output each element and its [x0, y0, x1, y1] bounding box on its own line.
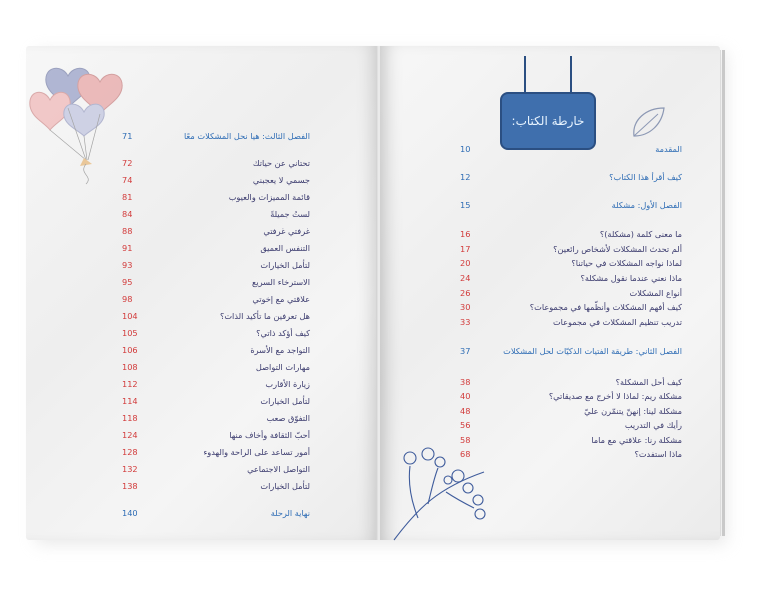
toc-entry-title: ماذا استفدت؟	[634, 449, 682, 459]
toc-entry-title: مشكلة رنا: علاقتي مع ماما	[591, 435, 682, 445]
toc-entry-title: رأيك في التدريب	[624, 420, 682, 430]
toc-entry-page-number: 124	[122, 430, 138, 440]
toc-entry-page-number: 48	[460, 406, 471, 416]
toc-entry	[122, 243, 310, 259]
toc-entry-title: التواجد مع الأسرة	[250, 345, 310, 355]
toc-entry-page-number: 114	[122, 396, 138, 406]
toc-entry-page-number: 112	[122, 379, 138, 389]
toc-entry-title: مشكلة لينا: إنهنّ يتنمّرن عليّ	[584, 406, 682, 416]
toc-entry	[460, 144, 682, 160]
toc-entry-page-number: 56	[460, 420, 471, 430]
toc-entry	[122, 464, 310, 480]
toc-entry-page-number: 72	[122, 158, 133, 168]
toc-entry-title: كيف أؤكد ذاتي؟	[256, 328, 310, 338]
toc-entry-page-number: 104	[122, 311, 138, 321]
toc-entry-page-number: 98	[122, 294, 133, 304]
toc-entry-title: التواصل الاجتماعي	[247, 464, 310, 474]
toc-entry-title: التفوّق صعب	[266, 413, 310, 423]
toc-entry-title: كيف أفهم المشكلات وأنظّمها في مجموعات؟	[529, 302, 682, 312]
toc-entry-page-number: 74	[122, 175, 133, 185]
toc-entry	[122, 131, 310, 147]
toc-entry-title: أمور تساعد على الراحة والهدوء	[203, 447, 310, 457]
toc-entry-page-number: 16	[460, 229, 471, 239]
toc-entry-page-number: 88	[122, 226, 133, 236]
toc-entry	[460, 273, 682, 289]
toc-entry-title: جسمي لا يعجبني	[252, 175, 310, 185]
toc-entry-page-number: 68	[460, 449, 471, 459]
toc-entry-title: قائمة المميزات والعيوب	[228, 192, 310, 202]
toc-entry-title: أنواع المشكلات	[629, 288, 682, 298]
toc-entry	[122, 413, 310, 429]
toc-entry-page-number: 71	[122, 131, 133, 141]
toc-entry	[460, 391, 682, 407]
toc-entry-page-number: 132	[122, 464, 138, 474]
toc-entry-title: مهارات التواصل	[255, 362, 310, 372]
book-map-sign	[500, 92, 596, 150]
toc-entry-title: ألم تحدث المشكلات لأشخاص رائعين؟	[553, 244, 682, 254]
sign-title: خارطة الكتاب:	[511, 114, 585, 128]
toc-entry-page-number: 38	[460, 377, 471, 387]
toc-entry-title: لتأمل الخيارات	[260, 260, 310, 270]
toc-entry	[122, 508, 310, 524]
toc-entry	[460, 258, 682, 274]
toc-entry-page-number: 81	[122, 192, 133, 202]
toc-entry	[460, 317, 682, 333]
toc-entry-page-number: 140	[122, 508, 138, 518]
toc-entry-title: لتأمل الخيارات	[260, 481, 310, 491]
toc-entry	[460, 346, 682, 362]
toc-entry-title: تحتاني عن حياتك	[252, 158, 310, 168]
toc-entry	[122, 430, 310, 446]
toc-entry-title: تدريب تنظيم المشكلات في مجموعات	[552, 317, 682, 327]
toc-entry	[460, 302, 682, 318]
toc-entry-title: كيف أقرأ هذا الكتاب؟	[609, 172, 682, 182]
toc-entry-page-number: 24	[460, 273, 471, 283]
toc-entry-title: لتأمل الخيارات	[260, 396, 310, 406]
toc-entry-page-number: 118	[122, 413, 138, 423]
toc-entry-title: ما معنى كلمة (مشكلة)؟	[599, 229, 682, 239]
toc-entry	[122, 260, 310, 276]
toc-entry-title: لستُ جميلةً	[270, 209, 310, 219]
toc-entry-page-number: 26	[460, 288, 471, 298]
toc-entry-page-number: 40	[460, 391, 471, 401]
toc-entry-page-number: 84	[122, 209, 133, 219]
toc-entry-page-number: 17	[460, 244, 471, 254]
leaf-icon	[628, 104, 668, 140]
toc-entry	[122, 226, 310, 242]
toc-entry-title: الفصل الأول: مشكلة	[611, 200, 682, 210]
toc-entry-title: نهاية الرحلة	[270, 508, 310, 518]
toc-entry-page-number: 58	[460, 435, 471, 445]
toc-entry-page-number: 105	[122, 328, 138, 338]
toc-entry-title: أحبّ الثقافة وأخاف منها	[229, 430, 310, 440]
toc-entry-page-number: 108	[122, 362, 138, 372]
toc-entry-page-number: 15	[460, 200, 471, 210]
toc-entry-title: التنفس العميق	[260, 243, 310, 253]
toc-entry-page-number: 128	[122, 447, 138, 457]
toc-entry	[460, 172, 682, 188]
toc-entry-title: غرفتي غرفتي	[263, 226, 310, 236]
toc-entry-page-number: 95	[122, 277, 133, 287]
toc-entry	[460, 229, 682, 245]
toc-entry	[460, 200, 682, 216]
toc-entry-page-number: 20	[460, 258, 471, 268]
toc-entry	[122, 345, 310, 361]
toc-entry-title: الفصل الثاني: طريقة الفتيات الذكيّات لحل المشكلات	[503, 346, 682, 356]
toc-entry-title: لماذا نواجه المشكلات في حياتنا؟	[571, 258, 682, 268]
toc-entry	[122, 277, 310, 293]
toc-entry-page-number: 138	[122, 481, 138, 491]
toc-entry	[122, 175, 310, 191]
toc-entry	[122, 379, 310, 395]
toc-entry-page-number: 30	[460, 302, 471, 312]
toc-entry	[122, 447, 310, 463]
toc-entry	[122, 311, 310, 327]
toc-entry-title: ماذا نعني عندما نقول مشكلة؟	[580, 273, 682, 283]
toc-entry	[122, 328, 310, 344]
toc-entry	[122, 481, 310, 497]
toc-entry-page-number: 91	[122, 243, 133, 253]
toc-entry-title: هل تعرفين ما تأكيد الذات؟	[219, 311, 310, 321]
toc-entry-title: زيارة الأقارب	[265, 379, 310, 389]
toc-entry-title: مشكلة ريم: لماذا لا أخرج مع صديقاتي؟	[548, 391, 682, 401]
toc-entry-page-number: 10	[460, 144, 471, 154]
toc-entry	[460, 420, 682, 436]
toc-entry-page-number: 37	[460, 346, 471, 356]
toc-entry-title: كيف أحل المشكلة؟	[615, 377, 682, 387]
toc-entry-title: الفصل الثالث: هيا نحل المشكلات معًا	[183, 131, 310, 141]
toc-entry-title: المقدمة	[655, 144, 682, 154]
toc-entry	[460, 449, 682, 465]
toc-entry	[122, 192, 310, 208]
toc-entry-page-number: 33	[460, 317, 471, 327]
toc-entry-title: الاسترخاء السريع	[251, 277, 310, 287]
toc-entry-page-number: 106	[122, 345, 138, 355]
toc-entry	[122, 158, 310, 174]
toc-entry	[122, 294, 310, 310]
toc-entry	[122, 209, 310, 225]
toc-entry-page-number: 12	[460, 172, 471, 182]
toc-entry-page-number: 93	[122, 260, 133, 270]
toc-entry	[122, 396, 310, 412]
toc-entry-title: علاقتي مع إخوتي	[252, 294, 310, 304]
toc-entry	[122, 362, 310, 378]
